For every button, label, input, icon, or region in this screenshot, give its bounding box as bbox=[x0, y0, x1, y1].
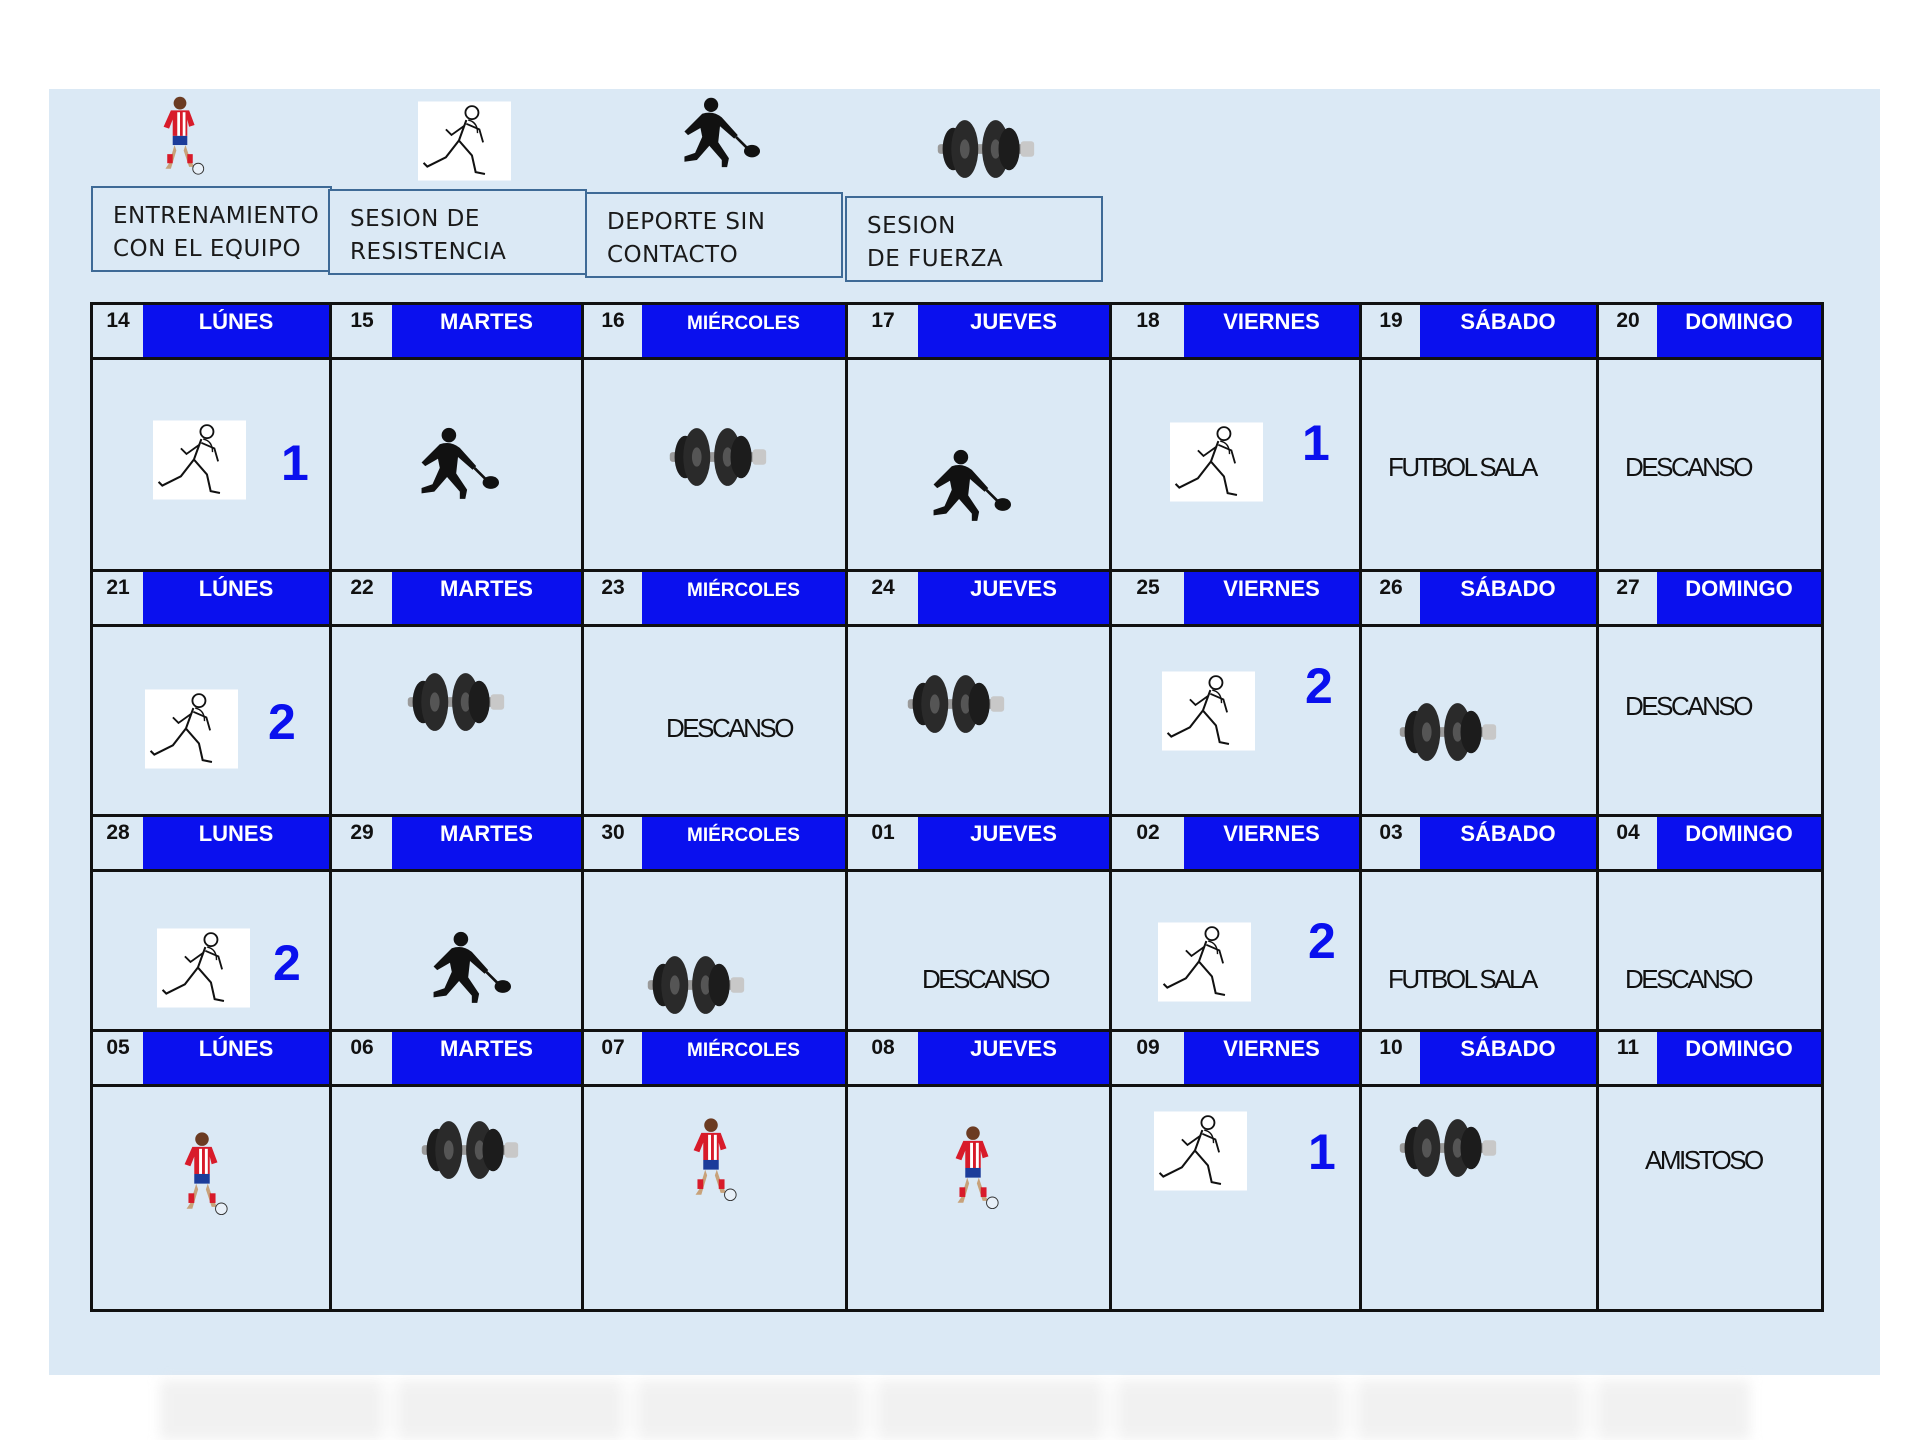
day-number: 25 bbox=[1112, 572, 1184, 624]
day-name: LÚNES bbox=[143, 305, 329, 357]
session-count: 2 bbox=[1305, 658, 1333, 714]
activity-label: DESCANSO bbox=[1625, 452, 1751, 482]
dumbbell-icon bbox=[664, 422, 770, 492]
tennis-player-icon bbox=[922, 448, 1018, 530]
day-number: 17 bbox=[848, 305, 918, 357]
soccer-player-icon bbox=[944, 1123, 1002, 1211]
runner-sketch-icon bbox=[145, 689, 238, 769]
day-name: JUEVES bbox=[918, 572, 1109, 624]
day-name: SÁBADO bbox=[1420, 305, 1596, 357]
day-cell[interactable] bbox=[1112, 360, 1362, 572]
day-number: 22 bbox=[332, 572, 392, 624]
day-number: 29 bbox=[332, 817, 392, 869]
column-divider bbox=[581, 305, 584, 1309]
runner-sketch-icon bbox=[157, 928, 250, 1008]
day-number: 11 bbox=[1599, 1032, 1657, 1084]
session-count: 1 bbox=[1302, 415, 1330, 471]
day-cell[interactable] bbox=[93, 1087, 332, 1267]
page-shadow bbox=[160, 1380, 1750, 1440]
week-header-1 bbox=[93, 305, 1821, 360]
runner-sketch-icon bbox=[1154, 1111, 1247, 1191]
day-cell[interactable] bbox=[1599, 1087, 1821, 1267]
day-cell[interactable] bbox=[584, 627, 848, 817]
legend-team-training: ENTRENAMIENTO CON EL EQUIPO bbox=[91, 186, 332, 272]
day-cell[interactable] bbox=[1362, 360, 1599, 572]
soccer-player-icon bbox=[682, 1115, 740, 1203]
activity-label: FUTBOL SALA bbox=[1388, 452, 1536, 482]
day-number: 04 bbox=[1599, 817, 1657, 869]
day-number: 05 bbox=[93, 1032, 143, 1084]
runner-sketch-icon bbox=[1162, 671, 1255, 751]
runner-sketch-icon bbox=[418, 101, 511, 181]
day-number: 23 bbox=[584, 572, 642, 624]
day-number: 15 bbox=[332, 305, 392, 357]
day-number: 03 bbox=[1362, 817, 1420, 869]
day-number: 06 bbox=[332, 1032, 392, 1084]
day-cell[interactable] bbox=[1599, 627, 1821, 817]
day-name: VIERNES bbox=[1184, 572, 1359, 624]
day-number: 20 bbox=[1599, 305, 1657, 357]
day-name: LUNES bbox=[143, 817, 329, 869]
soccer-player-icon bbox=[145, 94, 215, 176]
activity-label: FUTBOL SALA bbox=[1388, 964, 1536, 994]
day-number: 18 bbox=[1112, 305, 1184, 357]
week-header-3 bbox=[93, 817, 1821, 872]
day-number: 28 bbox=[93, 817, 143, 869]
dumbbell-icon bbox=[902, 669, 1008, 739]
day-cell[interactable] bbox=[1599, 872, 1821, 1032]
day-cell[interactable] bbox=[1362, 627, 1599, 817]
day-name: MARTES bbox=[392, 817, 581, 869]
day-name: MIÉRCOLES bbox=[642, 305, 845, 357]
day-name: MIÉRCOLES bbox=[642, 572, 845, 624]
legend-endurance: SESION DE RESISTENCIA bbox=[328, 189, 587, 275]
activity-label: DESCANSO bbox=[922, 964, 1048, 994]
day-number: 07 bbox=[584, 1032, 642, 1084]
day-cell[interactable] bbox=[93, 872, 332, 1032]
day-cell[interactable] bbox=[584, 360, 848, 572]
runner-sketch-icon bbox=[1158, 922, 1251, 1002]
soccer-player-icon bbox=[173, 1129, 231, 1217]
day-number: 24 bbox=[848, 572, 918, 624]
day-number: 02 bbox=[1112, 817, 1184, 869]
day-name: LÚNES bbox=[143, 572, 329, 624]
day-name: VIERNES bbox=[1184, 1032, 1359, 1084]
day-cell[interactable] bbox=[1362, 872, 1599, 1032]
day-name: VIERNES bbox=[1184, 817, 1359, 869]
day-number: 10 bbox=[1362, 1032, 1420, 1084]
session-count: 2 bbox=[1308, 913, 1336, 969]
day-number: 08 bbox=[848, 1032, 918, 1084]
day-name: DOMINGO bbox=[1657, 572, 1821, 624]
session-count: 2 bbox=[268, 694, 296, 750]
activity-label: AMISTOSO bbox=[1645, 1145, 1762, 1175]
tennis-player-icon bbox=[410, 426, 506, 508]
week-header-2 bbox=[93, 572, 1821, 627]
day-number: 27 bbox=[1599, 572, 1657, 624]
day-name: LÚNES bbox=[143, 1032, 329, 1084]
day-cell[interactable] bbox=[1112, 627, 1362, 817]
day-cell[interactable] bbox=[1112, 872, 1362, 1032]
day-cell[interactable] bbox=[1362, 1087, 1599, 1267]
day-cell[interactable] bbox=[1599, 360, 1821, 572]
runner-sketch-icon bbox=[153, 420, 246, 500]
day-cell[interactable] bbox=[848, 1087, 1112, 1267]
runner-sketch-icon bbox=[1170, 422, 1263, 502]
day-name: MARTES bbox=[392, 305, 581, 357]
day-number: 21 bbox=[93, 572, 143, 624]
column-divider bbox=[845, 305, 848, 1309]
day-name: JUEVES bbox=[918, 817, 1109, 869]
day-number: 16 bbox=[584, 305, 642, 357]
legend-strength: SESION DE FUERZA bbox=[845, 196, 1103, 282]
dumbbell-icon bbox=[1394, 1113, 1500, 1183]
session-count: 2 bbox=[273, 935, 301, 991]
day-cell[interactable] bbox=[332, 360, 584, 572]
day-cell[interactable] bbox=[1112, 1087, 1362, 1267]
day-cell[interactable] bbox=[848, 360, 1112, 572]
tennis-player-icon bbox=[422, 930, 518, 1012]
dumbbell-icon bbox=[932, 114, 1038, 184]
day-name: DOMINGO bbox=[1657, 305, 1821, 357]
dumbbell-icon bbox=[1394, 697, 1500, 767]
day-number: 14 bbox=[93, 305, 143, 357]
day-name: SÁBADO bbox=[1420, 817, 1596, 869]
day-cell[interactable] bbox=[848, 627, 1112, 817]
column-divider bbox=[329, 305, 332, 1309]
activity-label: DESCANSO bbox=[1625, 691, 1751, 721]
day-number: 26 bbox=[1362, 572, 1420, 624]
day-name: MIÉRCOLES bbox=[642, 1032, 845, 1084]
day-name: JUEVES bbox=[918, 1032, 1109, 1084]
day-cell[interactable] bbox=[848, 872, 1112, 1032]
dumbbell-icon bbox=[416, 1115, 522, 1185]
day-cell[interactable] bbox=[93, 360, 332, 572]
day-number: 19 bbox=[1362, 305, 1420, 357]
week-header-4 bbox=[93, 1032, 1821, 1087]
column-divider bbox=[1109, 305, 1112, 1309]
dumbbell-icon bbox=[642, 950, 748, 1020]
training-calendar bbox=[90, 302, 1824, 1312]
day-name: DOMINGO bbox=[1657, 1032, 1821, 1084]
activity-label: DESCANSO bbox=[1625, 964, 1751, 994]
day-name: MIÉRCOLES bbox=[642, 817, 845, 869]
session-count: 1 bbox=[281, 435, 309, 491]
day-name: DOMINGO bbox=[1657, 817, 1821, 869]
day-number: 09 bbox=[1112, 1032, 1184, 1084]
session-count: 1 bbox=[1308, 1124, 1336, 1180]
day-cell[interactable] bbox=[332, 627, 584, 817]
tennis-player-icon bbox=[670, 96, 770, 176]
column-divider bbox=[1359, 305, 1362, 1309]
day-cell[interactable] bbox=[332, 872, 584, 1032]
column-divider bbox=[1596, 305, 1599, 1309]
day-name: MARTES bbox=[392, 1032, 581, 1084]
day-cell[interactable] bbox=[584, 872, 848, 1032]
day-name: VIERNES bbox=[1184, 305, 1359, 357]
day-name: JUEVES bbox=[918, 305, 1109, 357]
day-name: SÁBADO bbox=[1420, 572, 1596, 624]
day-number: 01 bbox=[848, 817, 918, 869]
dumbbell-icon bbox=[402, 667, 508, 737]
day-name: MARTES bbox=[392, 572, 581, 624]
activity-label: DESCANSO bbox=[666, 713, 792, 743]
day-name: SÁBADO bbox=[1420, 1032, 1596, 1084]
legend-no-contact-sport: DEPORTE SIN CONTACTO bbox=[585, 192, 843, 278]
day-number: 30 bbox=[584, 817, 642, 869]
day-cell[interactable] bbox=[584, 1087, 848, 1267]
day-cell[interactable] bbox=[332, 1087, 584, 1267]
day-cell[interactable] bbox=[93, 627, 332, 817]
